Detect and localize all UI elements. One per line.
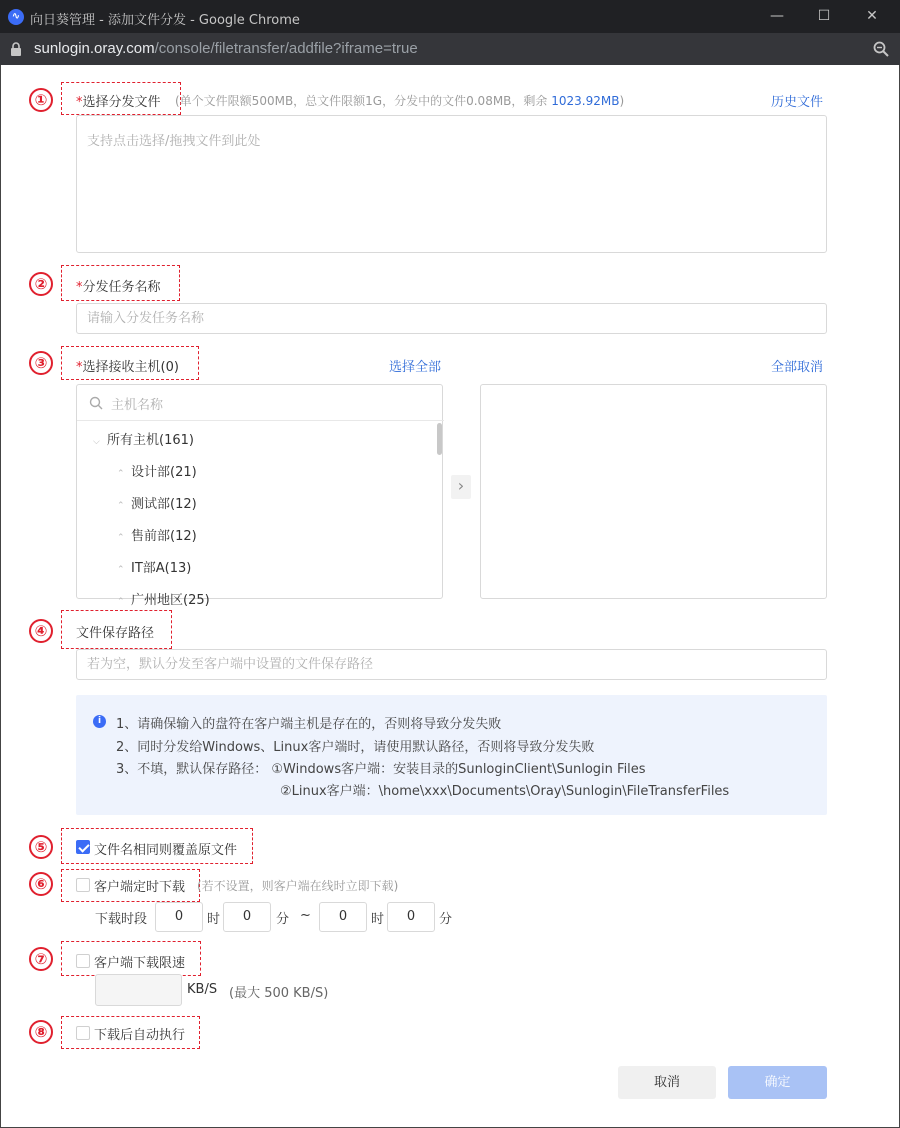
scheduled-checkbox[interactable] (76, 878, 90, 892)
host-search-input[interactable]: 主机名称 (111, 398, 164, 413)
chevron-up-icon[interactable]: ⌃ (117, 501, 125, 511)
chevron-up-icon[interactable]: ⌃ (117, 469, 125, 479)
annotation-marker-5: ⑤ (29, 835, 53, 859)
window-titlebar (0, 0, 900, 33)
host-search-bar[interactable] (77, 385, 444, 421)
scheduled-hint: (若不设置，则客户端在线时立即下载) (197, 879, 399, 893)
speed-limit-input[interactable] (95, 974, 182, 1006)
task-name-input[interactable]: 请输入分发任务名称 (76, 303, 827, 334)
notice-line-4: ②Linux客户端：\home\xxx\Documents\Oray\Sunlogin\FileTransferFiles (280, 784, 730, 799)
scheduled-label: 客户端定时下载 (94, 880, 186, 895)
add-file-page (0, 65, 900, 1128)
annotation-marker-1: ① (29, 88, 53, 112)
start-minute-input[interactable]: 0 (223, 902, 271, 932)
history-files-link[interactable]: 历史文件 (771, 95, 824, 110)
end-hour-input[interactable]: 0 (319, 902, 367, 932)
host-tree-panel (76, 384, 443, 608)
speed-limit-label: 客户端下载限速 (94, 956, 186, 971)
speed-max-hint: (最大 500 KB/S) (229, 986, 329, 1001)
sunlogin-app-icon: ∿ (8, 9, 24, 25)
overwrite-label: 文件名相同则覆盖原文件 (94, 843, 238, 858)
period-label: 下载时段 (95, 912, 148, 927)
chevron-up-icon[interactable]: ⌃ (117, 533, 125, 543)
annotation-marker-3: ③ (29, 351, 53, 375)
minimize-icon[interactable]: — (770, 8, 784, 24)
lock-icon (10, 42, 22, 56)
tree-group-item[interactable]: ⌃ 广州地区(25) (117, 593, 210, 608)
close-icon[interactable]: ✕ (866, 8, 878, 24)
search-icon (89, 396, 103, 410)
select-all-link[interactable]: 选择全部 (389, 360, 442, 375)
zoom-icon[interactable] (872, 40, 890, 58)
auto-exec-checkbox[interactable] (76, 1026, 90, 1040)
file-drop-zone[interactable] (76, 115, 827, 253)
save-path-input[interactable]: 若为空，默认分发至客户端中设置的文件保存路径 (76, 649, 827, 680)
url-text[interactable]: sunlogin.oray.com/console/filetransfer/addfile?iframe=true (34, 40, 418, 57)
annotation-marker-4: ④ (29, 619, 53, 643)
tree-group-item[interactable]: ⌃ 设计部(21) (117, 465, 197, 480)
auto-exec-label: 下载后自动执行 (94, 1028, 186, 1043)
chevron-down-icon[interactable]: ⌵ (93, 437, 100, 447)
info-icon: i (93, 715, 106, 728)
window-title: 向日葵管理 - 添加文件分发 - Google Chrome (30, 13, 300, 28)
address-bar[interactable] (0, 33, 900, 65)
speed-limit-checkbox[interactable] (76, 954, 90, 968)
task-name-label: *分发任务名称 (76, 280, 161, 295)
minute-unit: 分 (276, 912, 290, 927)
chevron-up-icon[interactable]: ⌃ (117, 565, 125, 575)
save-path-notice (76, 695, 827, 815)
hour-unit: 时 (371, 912, 385, 927)
annotation-marker-8: ⑧ (29, 1020, 53, 1044)
notice-line-3: 3、不填，默认保存路径： ①Windows客户端：安装目录的SunloginClient\Sunlogin Files (116, 762, 646, 777)
tree-group-item[interactable]: ⌃ 售前部(12) (117, 529, 197, 544)
drop-zone-placeholder: 支持点击选择/拖拽文件到此处 (87, 134, 261, 149)
start-hour-input[interactable]: 0 (155, 902, 203, 932)
annotation-marker-6: ⑥ (29, 872, 53, 896)
chevron-up-icon[interactable]: ⌃ (117, 597, 125, 607)
annotation-marker-2: ② (29, 272, 53, 296)
file-select-label: *选择分发文件 (76, 95, 161, 110)
tree-scrollbar[interactable] (437, 423, 442, 455)
hour-unit: 时 (207, 912, 221, 927)
overwrite-checkbox[interactable] (76, 840, 90, 854)
minute-unit: 分 (439, 912, 453, 927)
confirm-button[interactable]: 确定 (728, 1066, 827, 1099)
tree-root[interactable]: ⌵ 所有主机(161) (93, 433, 194, 448)
file-limit-hint: (单个文件限额500MB，总文件限额1G，分发中的文件0.08MB，剩余 1023.92MB) (175, 94, 625, 108)
annotation-marker-7: ⑦ (29, 947, 53, 971)
transfer-right-button[interactable]: › (451, 475, 471, 499)
tree-group-item[interactable]: ⌃ IT部A(13) (117, 561, 192, 576)
speed-unit: KB/S (187, 982, 218, 997)
selected-hosts-panel (480, 384, 827, 599)
save-path-label: 文件保存路径 (76, 626, 155, 641)
cancel-all-link[interactable]: 全部取消 (771, 360, 824, 375)
hosts-label: *选择接收主机(0) (76, 360, 179, 375)
end-minute-input[interactable]: 0 (387, 902, 435, 932)
maximize-icon[interactable]: ☐ (817, 8, 831, 24)
notice-line-1: 1、请确保输入的盘符在客户端主机是存在的，否则将导致分发失败 (116, 717, 502, 732)
notice-line-2: 2、同时分发给Windows、Linux客户端时，请使用默认路径，否则将导致分发失败 (116, 740, 595, 755)
range-tilde: ~ (300, 908, 311, 923)
tree-group-item[interactable]: ⌃ 测试部(12) (117, 497, 197, 512)
cancel-button[interactable]: 取消 (618, 1066, 716, 1099)
